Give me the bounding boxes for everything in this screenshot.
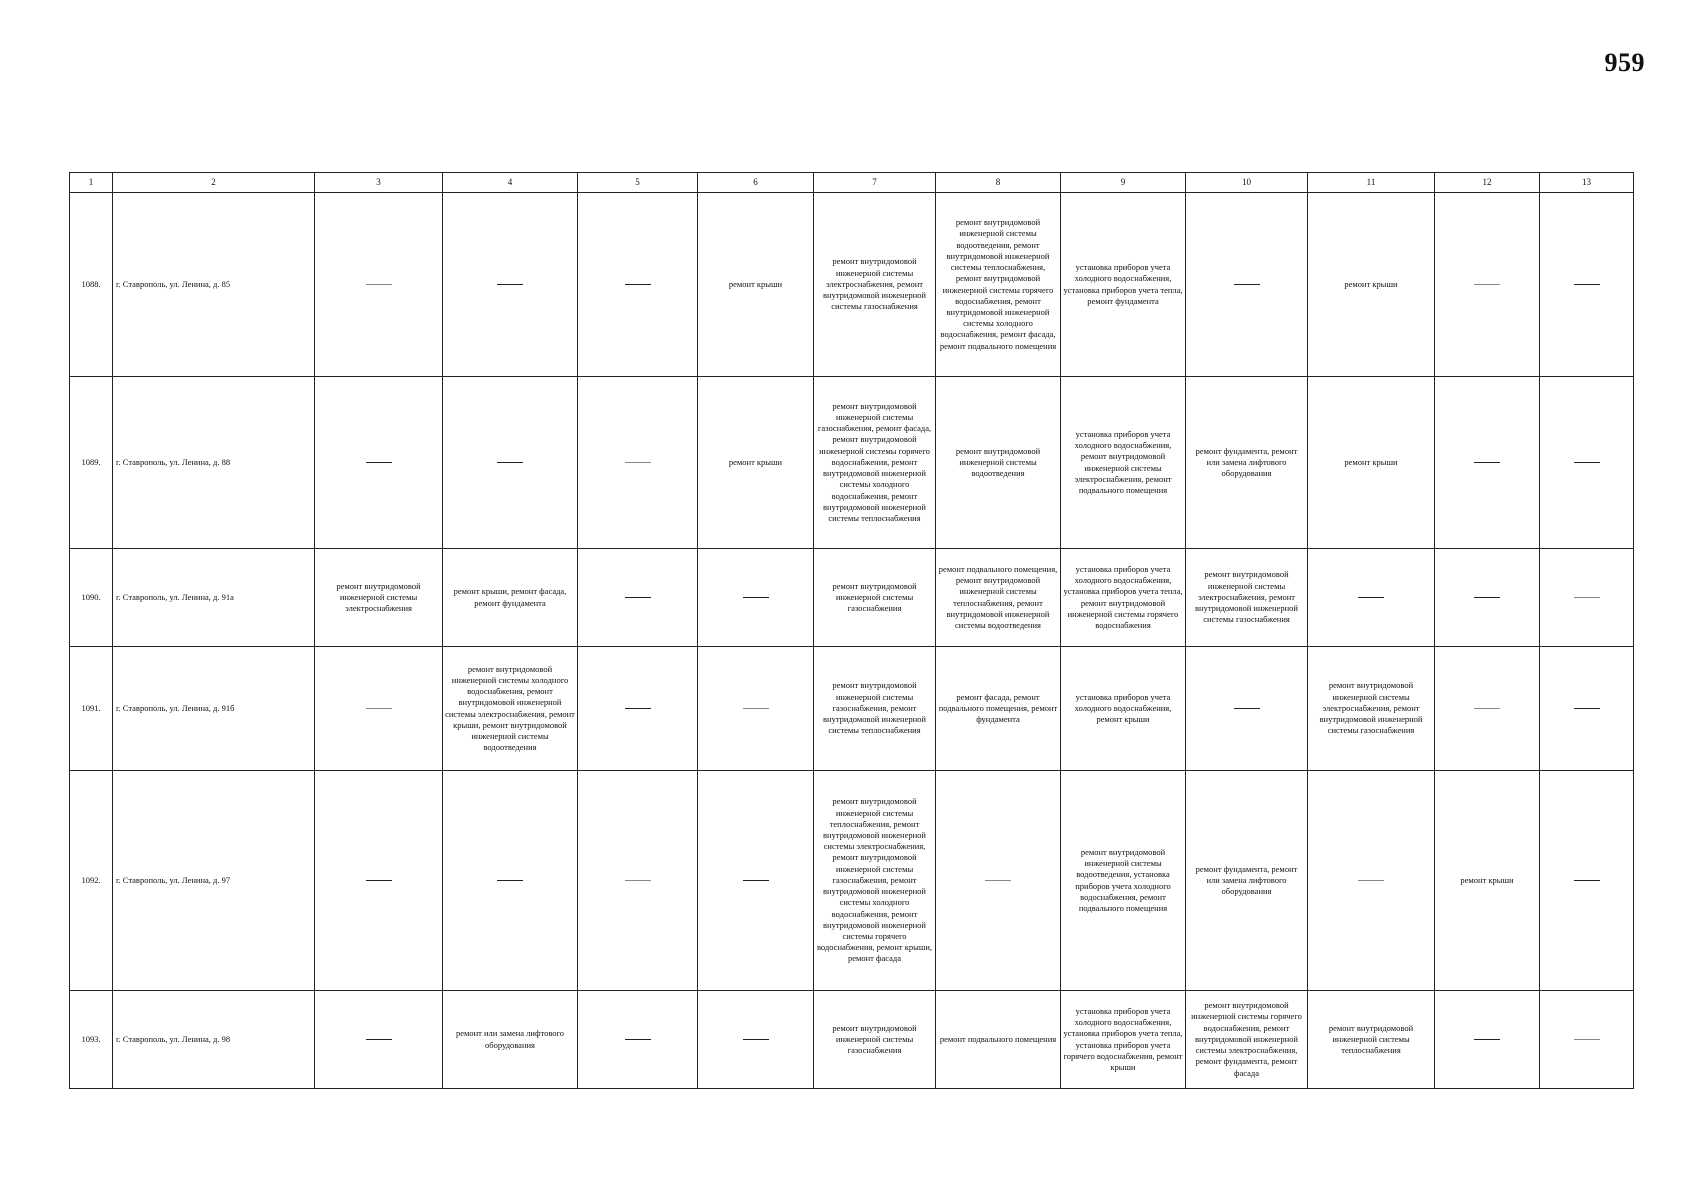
dash-mark bbox=[1474, 462, 1500, 463]
column-number-header: 5 bbox=[578, 173, 698, 193]
row-number: 1090. bbox=[70, 549, 113, 647]
empty-dash-cell bbox=[1540, 647, 1634, 771]
empty-dash-cell bbox=[1435, 647, 1540, 771]
empty-dash-cell bbox=[1435, 549, 1540, 647]
work-type-cell: установка приборов учета холодного водоснабжения, установка приборов учета тепла, ремонт фундамента bbox=[1061, 193, 1186, 377]
empty-dash-cell bbox=[315, 771, 443, 991]
column-number-header: 1 bbox=[70, 173, 113, 193]
column-number-header: 4 bbox=[443, 173, 578, 193]
row-number: 1091. bbox=[70, 647, 113, 771]
empty-dash-cell bbox=[1540, 771, 1634, 991]
empty-dash-cell bbox=[315, 647, 443, 771]
dash-mark bbox=[625, 597, 651, 598]
empty-dash-cell bbox=[578, 771, 698, 991]
table-row bbox=[70, 549, 1634, 647]
empty-dash-cell bbox=[698, 549, 814, 647]
empty-dash-cell bbox=[315, 991, 443, 1089]
empty-dash-cell bbox=[315, 193, 443, 377]
column-number-header: 7 bbox=[814, 173, 936, 193]
work-type-cell: ремонт крыши bbox=[1308, 377, 1435, 549]
work-type-cell: ремонт фундамента, ремонт или замена лифтового оборудования bbox=[1186, 377, 1308, 549]
dash-mark bbox=[1574, 597, 1600, 598]
work-type-cell: установка приборов учета холодного водоснабжения, ремонт крыши bbox=[1061, 647, 1186, 771]
table-row bbox=[70, 193, 1634, 377]
dash-mark bbox=[743, 597, 769, 598]
table-row bbox=[70, 377, 1634, 549]
work-type-cell: установка приборов учета холодного водоснабжения, ремонт внутридомовой инженерной системы электроснабжения, ремонт подвального помещения bbox=[1061, 377, 1186, 549]
column-number-header: 12 bbox=[1435, 173, 1540, 193]
empty-dash-cell bbox=[443, 771, 578, 991]
dash-mark bbox=[1358, 597, 1384, 598]
empty-dash-cell bbox=[1308, 549, 1435, 647]
address-cell: г. Ставрополь, ул. Ленина, д. 85 bbox=[113, 193, 315, 377]
empty-dash-cell bbox=[1308, 771, 1435, 991]
dash-mark bbox=[1574, 1039, 1600, 1040]
table-row bbox=[70, 647, 1634, 771]
work-type-cell: ремонт внутридомовой инженерной системы электроснабжения bbox=[315, 549, 443, 647]
dash-mark bbox=[1574, 708, 1600, 709]
empty-dash-cell bbox=[936, 771, 1061, 991]
dash-mark bbox=[1474, 708, 1500, 709]
column-number-header: 13 bbox=[1540, 173, 1634, 193]
dash-mark bbox=[366, 880, 392, 881]
address-cell: г. Ставрополь, ул. Ленина, д. 97 bbox=[113, 771, 315, 991]
empty-dash-cell bbox=[443, 377, 578, 549]
empty-dash-cell bbox=[578, 991, 698, 1089]
empty-dash-cell bbox=[1435, 193, 1540, 377]
dash-mark bbox=[366, 1039, 392, 1040]
empty-dash-cell bbox=[698, 771, 814, 991]
column-number-header: 2 bbox=[113, 173, 315, 193]
dash-mark bbox=[1574, 462, 1600, 463]
dash-mark bbox=[743, 880, 769, 881]
dash-mark bbox=[366, 708, 392, 709]
column-number-header: 9 bbox=[1061, 173, 1186, 193]
dash-mark bbox=[1574, 880, 1600, 881]
work-type-cell: ремонт крыши bbox=[1435, 771, 1540, 991]
column-number-header: 6 bbox=[698, 173, 814, 193]
column-number-header: 10 bbox=[1186, 173, 1308, 193]
dash-mark bbox=[625, 880, 651, 881]
dash-mark bbox=[1474, 284, 1500, 285]
row-number: 1089. bbox=[70, 377, 113, 549]
dash-mark bbox=[1574, 284, 1600, 285]
dash-mark bbox=[625, 462, 651, 463]
empty-dash-cell bbox=[578, 549, 698, 647]
page-number: 959 bbox=[1604, 48, 1645, 77]
table-row bbox=[70, 771, 1634, 991]
dash-mark bbox=[497, 284, 523, 285]
column-number-header: 8 bbox=[936, 173, 1061, 193]
address-cell: г. Ставрополь, ул. Ленина, д. 88 bbox=[113, 377, 315, 549]
work-type-cell: ремонт подвального помещения bbox=[936, 991, 1061, 1089]
work-type-cell: ремонт крыши bbox=[1308, 193, 1435, 377]
empty-dash-cell bbox=[578, 193, 698, 377]
dash-mark bbox=[625, 284, 651, 285]
dash-mark bbox=[497, 880, 523, 881]
column-number-header: 11 bbox=[1308, 173, 1435, 193]
address-cell: г. Ставрополь, ул. Ленина, д. 98 bbox=[113, 991, 315, 1089]
work-type-cell: ремонт подвального помещения, ремонт внутридомовой инженерной системы теплоснабжения, ремонт внутридомовой инженерной системы водоотведения bbox=[936, 549, 1061, 647]
empty-dash-cell bbox=[578, 647, 698, 771]
empty-dash-cell bbox=[1540, 193, 1634, 377]
empty-dash-cell bbox=[443, 193, 578, 377]
column-number-row bbox=[70, 173, 1634, 193]
work-type-cell: ремонт внутридомовой инженерной системы теплоснабжения bbox=[1308, 991, 1435, 1089]
dash-mark bbox=[1358, 880, 1384, 881]
work-type-cell: ремонт внутридомовой инженерной системы газоснабжения bbox=[814, 991, 936, 1089]
dash-mark bbox=[743, 1039, 769, 1040]
work-type-cell: ремонт крыши bbox=[698, 377, 814, 549]
dash-mark bbox=[1234, 708, 1260, 709]
empty-dash-cell bbox=[1186, 193, 1308, 377]
work-type-cell: ремонт внутридомовой инженерной системы горячего водоснабжения, ремонт внутридомовой инженерной системы электроснабжения, ремонт фундамента, ремонт фасада bbox=[1186, 991, 1308, 1089]
empty-dash-cell bbox=[315, 377, 443, 549]
work-type-cell: ремонт внутридомовой инженерной системы газоснабжения, ремонт фасада, ремонт внутридомовой инженерной системы горячего водоснабжения, ремонт внутридомовой инженерной системы холодного водоснабжения, ремонт внутридомовой инженерной системы теплоснабжения bbox=[814, 377, 936, 549]
work-type-cell: ремонт фасада, ремонт подвального помещения, ремонт фундамента bbox=[936, 647, 1061, 771]
dash-mark bbox=[1474, 597, 1500, 598]
work-type-cell: ремонт крыши, ремонт фасада, ремонт фундамента bbox=[443, 549, 578, 647]
empty-dash-cell bbox=[1435, 991, 1540, 1089]
empty-dash-cell bbox=[1540, 549, 1634, 647]
work-type-cell: ремонт внутридомовой инженерной системы водоотведения, ремонт внутридомовой инженерной системы теплоснабжения, ремонт внутридомовой инженерной системы горячего водоснабжения, ремонт внутридомовой инженерной системы холодного водоснабжения, ремонт фасада, ремонт подвального помещения bbox=[936, 193, 1061, 377]
work-type-cell: ремонт внутридомовой инженерной системы газоснабжения bbox=[814, 549, 936, 647]
address-cell: г. Ставрополь, ул. Ленина, д. 91б bbox=[113, 647, 315, 771]
row-number: 1092. bbox=[70, 771, 113, 991]
dash-mark bbox=[366, 462, 392, 463]
work-type-cell: ремонт внутридомовой инженерной системы электроснабжения, ремонт внутридомовой инженерной системы газоснабжения bbox=[1308, 647, 1435, 771]
empty-dash-cell bbox=[1435, 377, 1540, 549]
empty-dash-cell bbox=[1540, 991, 1634, 1089]
work-type-cell: ремонт внутридомовой инженерной системы холодного водоснабжения, ремонт внутридомовой инженерной системы электроснабжения, ремонт крыши, ремонт внутридомовой инженерной системы водоотведения bbox=[443, 647, 578, 771]
dash-mark bbox=[985, 880, 1011, 881]
empty-dash-cell bbox=[698, 991, 814, 1089]
dash-mark bbox=[1234, 284, 1260, 285]
column-number-header: 3 bbox=[315, 173, 443, 193]
work-type-cell: ремонт внутридомовой инженерной системы водоотведения, установка приборов учета холодного водоснабжения, ремонт подвального помещения bbox=[1061, 771, 1186, 991]
work-type-cell: ремонт внутридомовой инженерной системы газоснабжения, ремонт внутридомовой инженерной системы теплоснабжения bbox=[814, 647, 936, 771]
repair-schedule-table bbox=[69, 172, 1634, 1089]
work-type-cell: ремонт внутридомовой инженерной системы теплоснабжения, ремонт внутридомовой инженерной системы электроснабжения, ремонт внутридомовой инженерной системы газоснабжения, ремонт внутридомовой инженерной системы холодного водоснабжения, ремонт внутридомовой инженерной системы горячего водоснабжения, ремонт крыши, ремонт фасада bbox=[814, 771, 936, 991]
work-type-cell: ремонт внутридомовой инженерной системы электроснабжения, ремонт внутридомовой инженерной системы газоснабжения bbox=[814, 193, 936, 377]
work-type-cell: ремонт внутридомовой инженерной системы водоотведения bbox=[936, 377, 1061, 549]
row-number: 1093. bbox=[70, 991, 113, 1089]
empty-dash-cell bbox=[698, 647, 814, 771]
empty-dash-cell bbox=[1540, 377, 1634, 549]
work-type-cell: ремонт внутридомовой инженерной системы электроснабжения, ремонт внутридомовой инженерной системы газоснабжения bbox=[1186, 549, 1308, 647]
dash-mark bbox=[625, 708, 651, 709]
row-number: 1088. bbox=[70, 193, 113, 377]
dash-mark bbox=[625, 1039, 651, 1040]
work-type-cell: ремонт фундамента, ремонт или замена лифтового оборудования bbox=[1186, 771, 1308, 991]
table-row bbox=[70, 991, 1634, 1089]
work-type-cell: установка приборов учета холодного водоснабжения, установка приборов учета тепла, ремонт внутридомовой инженерной системы горячего водоснабжения bbox=[1061, 549, 1186, 647]
address-cell: г. Ставрополь, ул. Ленина, д. 91а bbox=[113, 549, 315, 647]
empty-dash-cell bbox=[1186, 647, 1308, 771]
dash-mark bbox=[743, 708, 769, 709]
work-type-cell: ремонт крыши bbox=[698, 193, 814, 377]
dash-mark bbox=[366, 284, 392, 285]
dash-mark bbox=[1474, 1039, 1500, 1040]
work-type-cell: ремонт или замена лифтового оборудования bbox=[443, 991, 578, 1089]
dash-mark bbox=[497, 462, 523, 463]
empty-dash-cell bbox=[578, 377, 698, 549]
work-type-cell: установка приборов учета холодного водоснабжения, установка приборов учета тепла, установка приборов учета горячего водоснабжения, ремонт крыши bbox=[1061, 991, 1186, 1089]
